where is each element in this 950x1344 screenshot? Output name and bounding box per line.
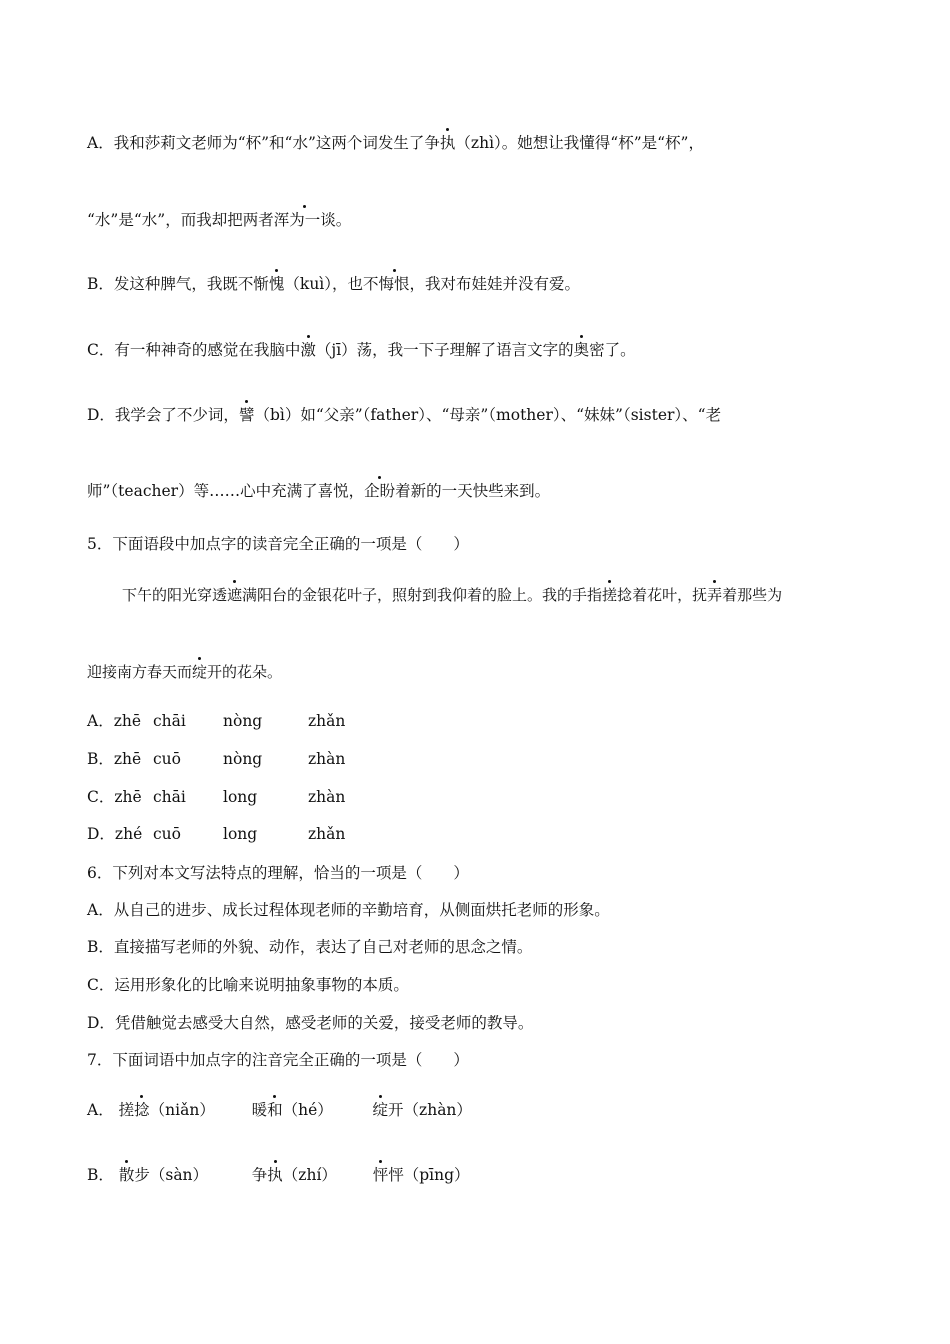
option-reading: zhàn [308, 750, 346, 768]
char: 争 [251, 1166, 268, 1184]
dotted-phrase: 浑为一谈 [273, 211, 336, 229]
option-reading: zhǎn [308, 825, 346, 843]
q4-a-text2-end: 。 [335, 211, 352, 229]
dotted-char: 遮 [227, 586, 243, 604]
pinyin: （niǎn） [149, 1101, 215, 1119]
dotted-char: 激 [300, 341, 316, 359]
q7-a-word1 [119, 1100, 247, 1120]
dotted-phrase: 企盼 [364, 482, 396, 500]
option-label: D．zhé [87, 825, 143, 843]
q4-option-a-line2 [87, 210, 351, 230]
pinyin: （sàn） [149, 1166, 209, 1184]
q4-option-a-line1 [87, 133, 704, 153]
q5-stem: 5．下面语段中加点字的读音完全正确的一项是（ ） [87, 535, 469, 553]
q7-stem: 7．下面词语中加点字的注音完全正确的一项是（ ） [87, 1051, 469, 1069]
option-label: B．zhē [87, 750, 142, 768]
dotted-char: 弄 [707, 586, 723, 604]
dotted-char: 绽 [192, 663, 208, 681]
q4-a-text-cont: （zhì）。她想让我懂得“杯”是“杯”， [455, 134, 704, 152]
passage-text: 着那些为 [722, 586, 783, 604]
option-reading: long [223, 788, 258, 806]
q4-option-b [87, 274, 580, 294]
option-reading: nòng [223, 750, 263, 768]
q5-option-d [87, 824, 368, 844]
q4-a-text: A．我和莎莉文老师为“杯”和“水”这两个词发生了争 [87, 134, 440, 152]
q4-c-mid: （jī）荡，我一下子理解了语言文字的 [315, 341, 574, 359]
pinyin: （zhí） [282, 1166, 337, 1184]
dotted-char: 怦 [372, 1166, 389, 1184]
q4-d-post2: 着新的一天快些来到。 [395, 482, 551, 500]
dotted-char: 执 [439, 134, 456, 152]
dotted-char: 奥 [573, 341, 590, 359]
char: 步 [134, 1166, 150, 1184]
option-reading: zhàn [308, 788, 346, 806]
q4-option-d-line1 [87, 405, 721, 425]
passage-text: 迎接南方春天而 [87, 663, 193, 681]
q6-option-c: C．运用形象化的比喻来说明抽象事物的本质。 [87, 976, 409, 994]
dotted-char: 譬 [238, 406, 255, 424]
option-label: A． [87, 1101, 114, 1119]
dotted-char: 执 [267, 1166, 283, 1184]
passage-text: 开的花朵。 [207, 663, 283, 681]
q4-c-text: C．有一种神奇的感觉在我脑中 [87, 341, 301, 359]
q7-a-word3 [373, 1100, 472, 1120]
option-label: C．zhē [87, 788, 142, 806]
q7-b-word3 [373, 1165, 470, 1185]
q7-option-b [87, 1165, 470, 1185]
option-label: B． [87, 1166, 114, 1184]
option-label: A．zhē [87, 712, 142, 730]
pinyin: （zhàn） [403, 1101, 472, 1119]
q4-b-mid: （kuì），也不 [284, 275, 379, 293]
q5-option-c [87, 787, 368, 807]
q4-d-text: D．我学会了不少词， [87, 406, 239, 424]
option-reading: cuō [153, 750, 181, 768]
passage-text: 捻着花叶，抚 [617, 586, 708, 604]
q5-passage-line2 [87, 662, 282, 682]
q6-option-a: A．从自己的进步、成长过程体现老师的辛勤培育，从侧面烘托老师的形象。 [87, 901, 610, 919]
q4-b-text: B．发这种脾气，我既不惭 [87, 275, 269, 293]
char: 暖 [251, 1101, 268, 1119]
dotted-char: 散 [118, 1166, 135, 1184]
dotted-phrase: 悔恨 [378, 275, 410, 293]
dotted-char: 和 [267, 1101, 283, 1119]
q6-option-b: B．直接描写老师的外貌、动作，表达了自己对老师的思念之情。 [87, 938, 533, 956]
option-reading: cuō [153, 825, 181, 843]
q5-passage-line1 [122, 585, 782, 605]
char: 搓 [118, 1101, 135, 1119]
char: 开 [388, 1101, 404, 1119]
q4-a-text2: “水”是“水”，而我却把两者 [87, 211, 274, 229]
q4-option-c [87, 340, 636, 360]
pinyin: （pīng） [403, 1166, 470, 1184]
dotted-char: 搓 [602, 586, 618, 604]
option-reading: long [223, 825, 258, 843]
char: 怦 [388, 1166, 404, 1184]
q7-option-a [87, 1100, 472, 1120]
q4-option-d-line2 [87, 481, 550, 501]
q4-b-post: ，我对布娃娃并没有爱。 [409, 275, 581, 293]
q7-b-word2 [252, 1165, 368, 1185]
pinyin: （hé） [282, 1101, 333, 1119]
dotted-char: 绽 [372, 1101, 389, 1119]
option-reading: chāi [153, 788, 186, 806]
passage-text: 下午的阳光穿透 [122, 586, 228, 604]
q4-d-post: （bì）如“父亲”（father）、“母亲”（mother）、“妹妹”（sister）、“老 [254, 406, 722, 424]
option-reading: zhǎn [308, 712, 346, 730]
dotted-char: 愧 [268, 275, 285, 293]
passage-text: 满阳台的金银花叶子，照射到我仰着的脸上。我的手指 [242, 586, 603, 604]
q6-stem: 6．下列对本文写法特点的理解，恰当的一项是（ ） [87, 864, 469, 882]
q5-option-b [87, 749, 368, 769]
option-reading: nòng [223, 712, 263, 730]
dotted-char: 捻 [134, 1101, 150, 1119]
q7-a-word2 [252, 1100, 368, 1120]
q5-option-a [87, 711, 368, 731]
q7-b-word1 [119, 1165, 247, 1185]
q4-c-post: 密了。 [589, 341, 636, 359]
q4-d-text2: 师”（teacher）等……心中充满了喜悦， [87, 482, 365, 500]
q6-option-d: D．凭借触觉去感受大自然，感受老师的关爱，接受老师的教导。 [87, 1014, 534, 1032]
option-reading: chāi [153, 712, 186, 730]
